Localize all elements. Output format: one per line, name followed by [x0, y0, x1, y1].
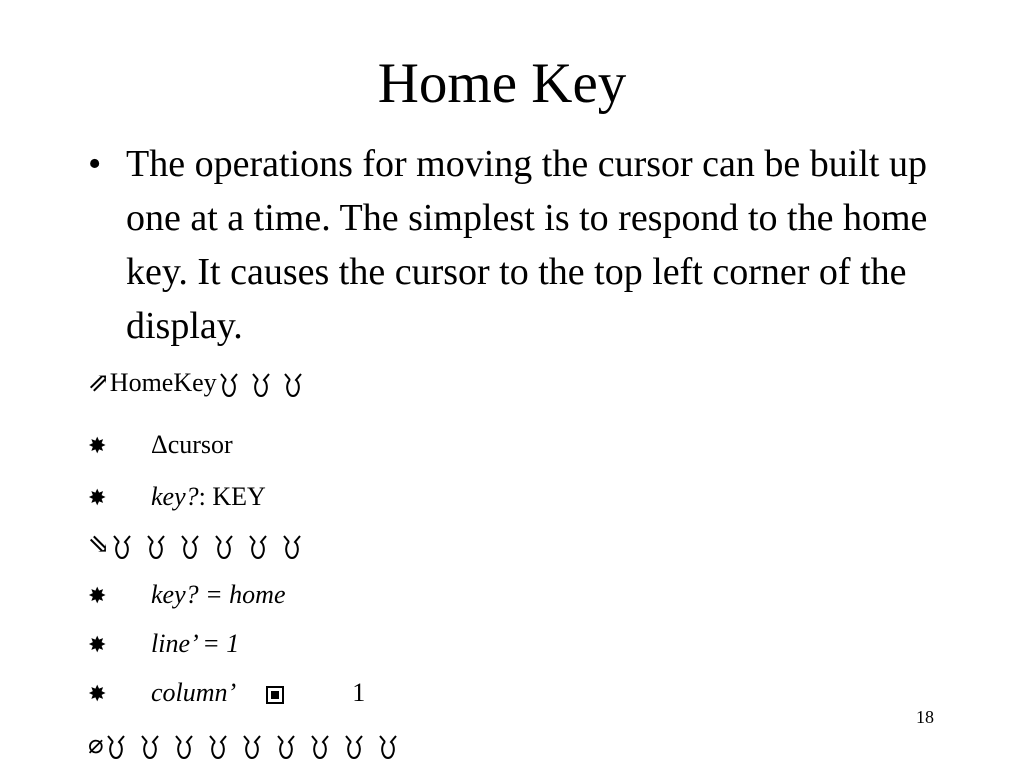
schema-rule-glyphs: [219, 372, 315, 398]
predicate-bullet: ✸: [88, 681, 107, 706]
schema-footer-rule: [106, 734, 406, 760]
schema-footer: [88, 730, 406, 760]
schema-divider: [88, 530, 322, 560]
predicate-bullet: ✸: [88, 632, 107, 657]
declaration-bullet: ✸: [88, 485, 107, 510]
divider-rule-glyphs: [112, 534, 322, 560]
predicate-line: [88, 629, 240, 660]
predicate-column: [88, 678, 366, 709]
bullet-dot: •: [88, 143, 102, 185]
declaration-bullet: ✸: [88, 433, 107, 458]
footer-rule-glyphs: [106, 734, 406, 760]
schema-open-symbol: ⇗: [88, 368, 110, 397]
predicate-key-text: key? = home: [151, 580, 286, 609]
declaration-delta: [88, 430, 233, 461]
schema-end-symbol: ⌀: [88, 730, 104, 759]
input-type: : KEY: [198, 482, 266, 511]
schema-where-symbol: ⇘: [88, 530, 110, 559]
slide-title: Home Key: [377, 52, 627, 115]
predicate-line-text: line’ = 1: [151, 629, 240, 658]
predicate-bullet: ✸: [88, 583, 107, 608]
schema-header-rule: [219, 372, 315, 398]
delta-label: cursor: [167, 430, 233, 459]
schema-name: HomeKey: [109, 368, 217, 397]
bullet-text: The operations for moving the cursor can be built up one at a time. The simplest is to respond to the home key. It causes the cursor to the top left corner of the display.: [126, 143, 928, 347]
input-variable: key?: [151, 482, 199, 511]
schema-header: [88, 368, 315, 398]
bullet-paragraph: [88, 137, 968, 353]
predicate-column-lhs: column’: [151, 678, 237, 707]
page-number: 18: [916, 707, 934, 727]
equals-box-icon: [266, 686, 284, 704]
predicate-column-rhs: 1: [352, 678, 366, 707]
delta-symbol: Δ: [151, 430, 168, 459]
schema-divider-rule: [112, 534, 322, 560]
predicate-key: [88, 580, 286, 611]
declaration-input: [88, 482, 266, 513]
